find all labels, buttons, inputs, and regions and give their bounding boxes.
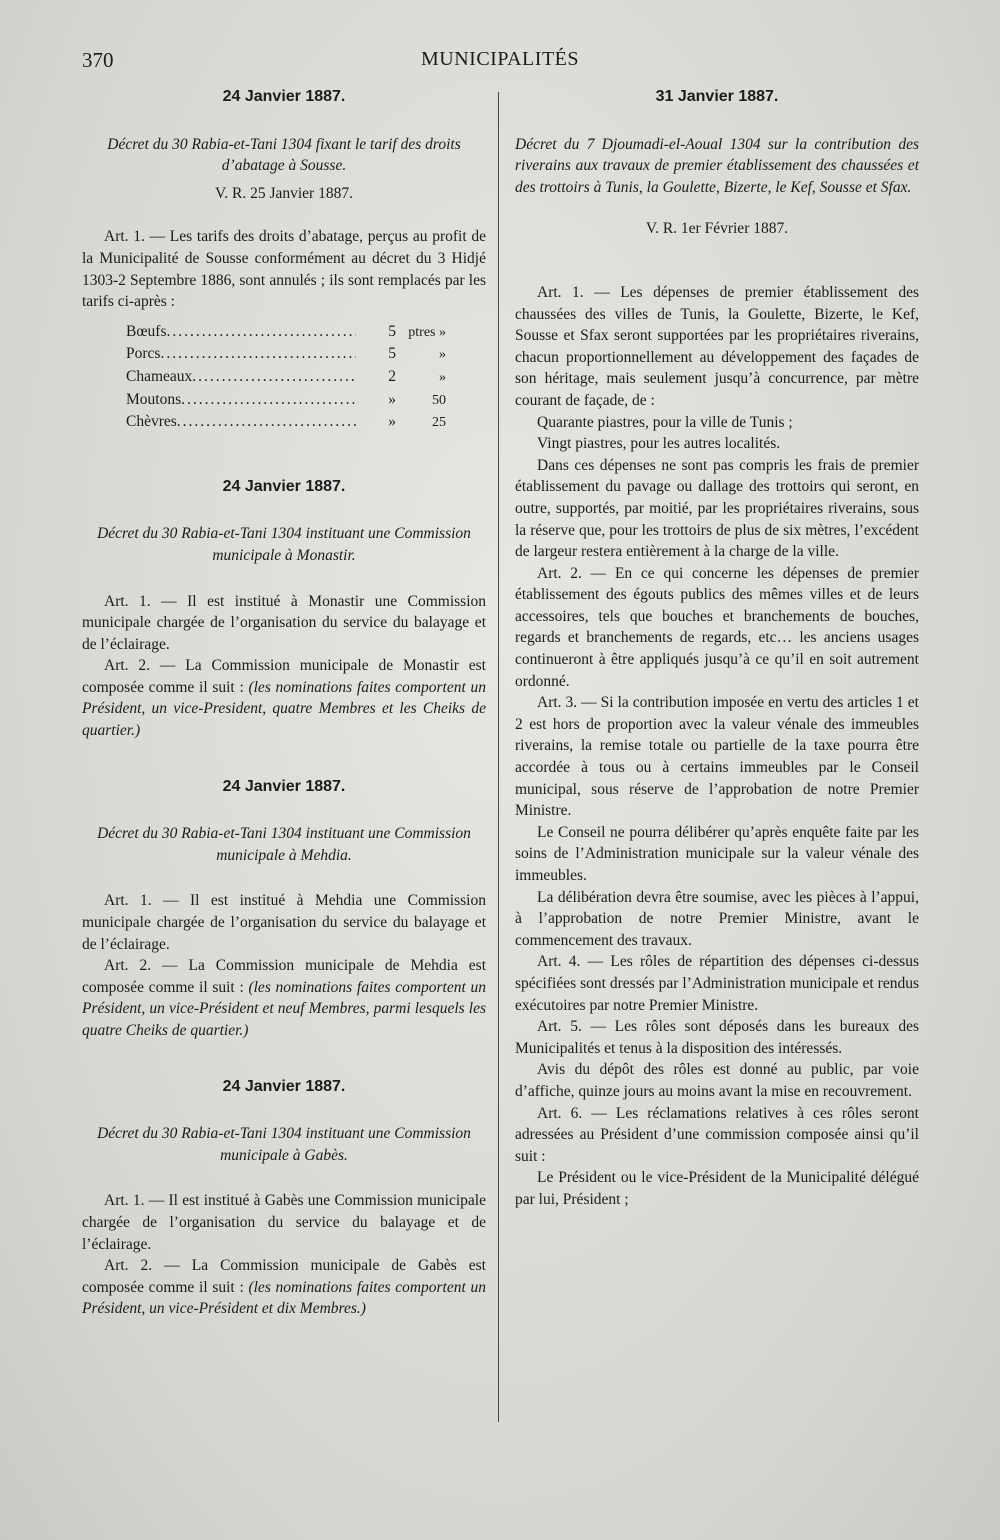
decree-date: 24 Janvier 1887. bbox=[222, 777, 346, 795]
left-column bbox=[82, 80, 486, 1320]
tariff-row bbox=[126, 411, 446, 434]
tariff-row bbox=[126, 343, 446, 366]
right-column bbox=[515, 80, 919, 1211]
tariff-cents: » bbox=[439, 369, 446, 385]
decree-gabes bbox=[82, 1076, 486, 1320]
decree-vr: V. R. 25 Janvier 1887. bbox=[215, 184, 353, 202]
article-1: Art. 1. — Il est institué à Monastir une Commission municipale chargée de l’organisation du service du balayage et de l’éclairage. bbox=[82, 592, 486, 653]
column-divider bbox=[498, 92, 499, 1422]
decree-mehdia bbox=[82, 776, 486, 1042]
paragraph: Vingt piastres, pour les autres localités. bbox=[537, 435, 781, 453]
decree-monastir bbox=[82, 476, 486, 742]
paragraph: La délibération devra être soumise, avec les pièces à l’appui, à l’approbation de notre Premier Ministre, avant le commencement des travaux. bbox=[515, 888, 919, 949]
tariff-piastres: » bbox=[388, 390, 396, 408]
article-2-italic: (les nominations faites comportent un Président, un vice-Président et dix Membres.) bbox=[82, 1278, 487, 1318]
tariff-cents: 50 bbox=[432, 392, 446, 408]
tariff-label: Chameaux bbox=[126, 367, 193, 385]
paragraph: Le Conseil ne pourra délibérer qu’après enquête faite par les soins de l’Administration municipale sur la valeur vénale des immeubles. bbox=[515, 823, 919, 884]
paragraph: Art. 6. — Les réclamations relatives à ces rôles seront adressées au Président d’une commission composée ainsi qu’il suit : bbox=[515, 1104, 919, 1165]
decree-date: 24 Janvier 1887. bbox=[222, 88, 346, 105]
paragraph: Art. 2. — En ce qui concerne les dépenses de premier établissement des égouts publics des mêmes villes et de leurs accessoires, tels que bouches et branchements de bouches, regards et branchements de regards, etc… les anciens usages continueront à être appliqués jusqu’à ce qu’il en soit autrement ordonné. bbox=[515, 564, 919, 690]
paragraph: Dans ces dépenses ne sont pas compris les frais de premier établissement du pavage ou dallage des trottoirs qui seront, en outre, supportés, par moitié, par les propriétaires riverains, sous la réserve que, pour les trottoirs de plus de six mètres, l’excédent de largeur restera entièrement à la charge de la ville. bbox=[515, 456, 919, 561]
decree-title: Décret du 30 Rabia-et-Tani 1304 instituant une Commission municipale à Mehdia. bbox=[97, 825, 471, 864]
decree-date: 31 Janvier 1887. bbox=[655, 88, 779, 105]
decree-title: Décret du 30 Rabia-et-Tani 1304 instituant une Commission municipale à Monastir. bbox=[97, 525, 471, 564]
decree-sousse-tarif bbox=[82, 86, 486, 434]
article-2: Art. 2. — La Commission municipale de Monastir est composée comme il suit : (les nominations faites comportent un Président, un vice-President, quatre Membres et les Cheiks de quartier.) bbox=[82, 657, 487, 740]
paragraph: Art. 3. — Si la contribution imposée en vertu des articles 1 et 2 est hors de proportion avec la valeur vénale des immeubles riverains, la remise totale ou partielle de la taxe pourra être accordée à tous ou à certains immeubles par le Conseil municipal, sous réserve de l’approbation de notre Premier Ministre. bbox=[515, 694, 919, 820]
tariff-table bbox=[126, 321, 446, 434]
paragraph: Art. 1. — Les dépenses de premier établissement des chaussées des villes de Tunis, la Goulette, Bizerte, le Kef, Sousse et Sfax seront supportées par les propriétaires riverains, chacun proportionnellement au développement des façades de son héritage, mais seulement jusqu’à concurrence, par mètre courant de façade, de : bbox=[515, 283, 919, 409]
tariff-row bbox=[126, 321, 446, 344]
tariff-cents: » bbox=[439, 347, 446, 363]
tariff-label: Moutons bbox=[126, 390, 182, 408]
running-head: MUNICIPALITÉS bbox=[421, 48, 579, 70]
paragraph: Quarante piastres, pour la ville de Tunis ; bbox=[537, 413, 793, 431]
decree-title: Décret du 30 Rabia-et-Tani 1304 instituant une Commission municipale à Gabès. bbox=[97, 1125, 471, 1164]
decree-title: Décret du 30 Rabia-et-Tani 1304 fixant le tarif des droits d’abatage à Sousse. bbox=[107, 135, 461, 175]
tariff-cents: ptres » bbox=[408, 324, 446, 340]
article-2-italic: (les nominations faites comportent un Président, un vice-Président et neuf Membres, parmi lesquels les quatre Cheiks de quartier.) bbox=[82, 978, 487, 1039]
article-1: Art. 1. — Il est institué à Gabès une Commission municipale chargée de l’organisation du service du balayage et de l’éclairage. bbox=[82, 1192, 486, 1253]
tariff-row bbox=[126, 389, 446, 412]
article-2-italic: (les nominations faites comportent un Président, un vice-President, quatre Membres et les Cheiks de quartier.) bbox=[82, 678, 487, 740]
paragraph: Art. 5. — Les rôles sont déposés dans les bureaux des Municipalités et tenus à la disposition des intéressés. bbox=[515, 1018, 919, 1057]
decree-date: 24 Janvier 1887. bbox=[222, 477, 346, 495]
decree-vr: V. R. 1er Février 1887. bbox=[645, 220, 789, 238]
tariff-piastres: » bbox=[388, 413, 396, 431]
tariff-label: Porcs bbox=[126, 345, 161, 363]
tariff-piastres: 5 bbox=[388, 345, 396, 363]
tariff-label: Bœufs bbox=[126, 322, 167, 340]
tariff-cents: 25 bbox=[432, 415, 446, 431]
article-2: Art. 2. — La Commission municipale de Gabès est composée comme il suit : (les nominations faites comportent un Président, un vice-Président et dix Membres.) bbox=[82, 1257, 487, 1318]
article-1: Art. 1. — Il est institué à Mehdia une Commission municipale chargée de l’organisation du service du balayage et de l’éclairage. bbox=[82, 892, 486, 953]
tariff-row bbox=[126, 366, 446, 389]
decree-date: 24 Janvier 1887. bbox=[222, 1077, 346, 1095]
paragraph: Avis du dépôt des rôles est donné au public, par voie d’affiche, quinze jours au moins avant la mise en recouvrement. bbox=[515, 1061, 919, 1100]
tariff-label: Chèvres bbox=[126, 413, 177, 431]
tariff-piastres: 5 bbox=[388, 322, 396, 340]
decree-title: Décret du 7 Djoumadi-el-Aoual 1304 sur la contribution des riverains aux travaux de premier établissement des chaussées et des trottoirs à Tunis, la Goulette, Bizerte, le Kef, Sousse et Sfax. bbox=[515, 135, 919, 196]
article-1: Art. 1. — Les tarifs des droits d’abatage, perçus au profit de la Municipalité de Sousse conformément au décret du 3 Hidjé 1303-2 Septembre 1886, sont annulés ; ils sont remplacés par les tarifs ci-après : bbox=[82, 228, 486, 311]
tariff-piastres: 2 bbox=[388, 367, 396, 385]
article-2: Art. 2. — La Commission municipale de Mehdia est composée comme il suit : (les nominations faites comportent un Président, un vice-Président et neuf Membres, parmi lesquels les quatre Cheiks de quartier.) bbox=[82, 957, 487, 1039]
paragraph: Le Président ou le vice-Président de la Municipalité délégué par lui, Président ; bbox=[515, 1169, 919, 1208]
paragraph: Art. 4. — Les rôles de répartition des dépenses ci-dessus spécifiées sont dressés par l’Administration municipale et rendus exécutoires par notre Premier Ministre. bbox=[515, 953, 919, 1014]
page-number: 370 bbox=[82, 48, 114, 72]
